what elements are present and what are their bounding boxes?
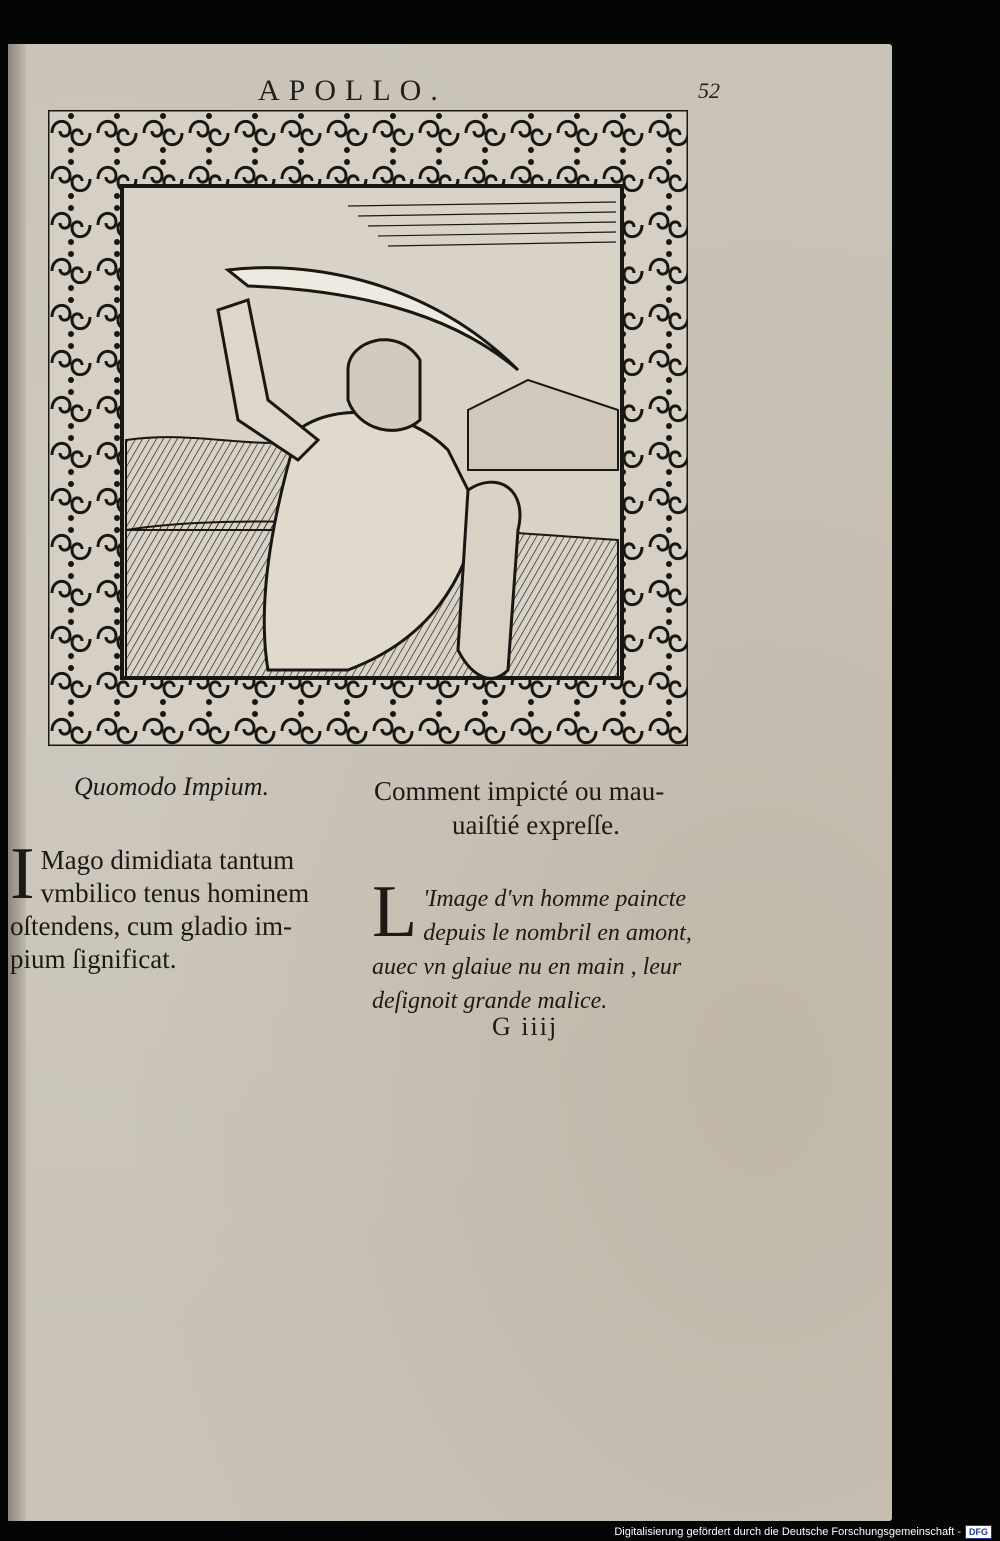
french-caption-line: Comment impicté ou mau- <box>374 776 665 806</box>
french-caption-line: uaiſtié expreſſe. <box>452 810 620 840</box>
latin-caption: Quomodo Impium. <box>74 772 269 801</box>
running-head: APOLLO. <box>258 74 447 107</box>
french-line: deſignoit grande malice. <box>372 988 608 1014</box>
french-line: 'Image d'vn homme paincte <box>423 886 687 912</box>
latin-line: vmbilico tenus hominem <box>40 878 310 908</box>
footer-text: Digitalisierung gefördert durch die Deutsche Forschungsgemeinschaft - <box>614 1526 961 1538</box>
latin-line: pium ſignificat. <box>10 944 177 974</box>
latin-line: oſtendens, cum gladio im- <box>10 911 292 941</box>
latin-initial: I <box>10 833 35 915</box>
woodcut-illustration <box>48 110 688 746</box>
french-line: auec vn glaiue nu en main , leur <box>372 954 682 980</box>
french-line: depuis le nombril en amont, <box>423 920 692 946</box>
page-gutter <box>8 44 26 1521</box>
french-caption <box>374 774 734 842</box>
page-number: 52 <box>698 78 720 103</box>
latin-text <box>10 833 370 976</box>
book-page <box>8 44 892 1521</box>
latin-line: Mago dimidiata tantum <box>40 845 295 875</box>
french-text <box>372 871 742 1018</box>
digitization-footer <box>614 1524 992 1540</box>
french-initial: L <box>372 871 418 953</box>
signature-mark: G iiij <box>492 1012 559 1041</box>
dfg-logo-icon: DFG <box>965 1525 992 1539</box>
